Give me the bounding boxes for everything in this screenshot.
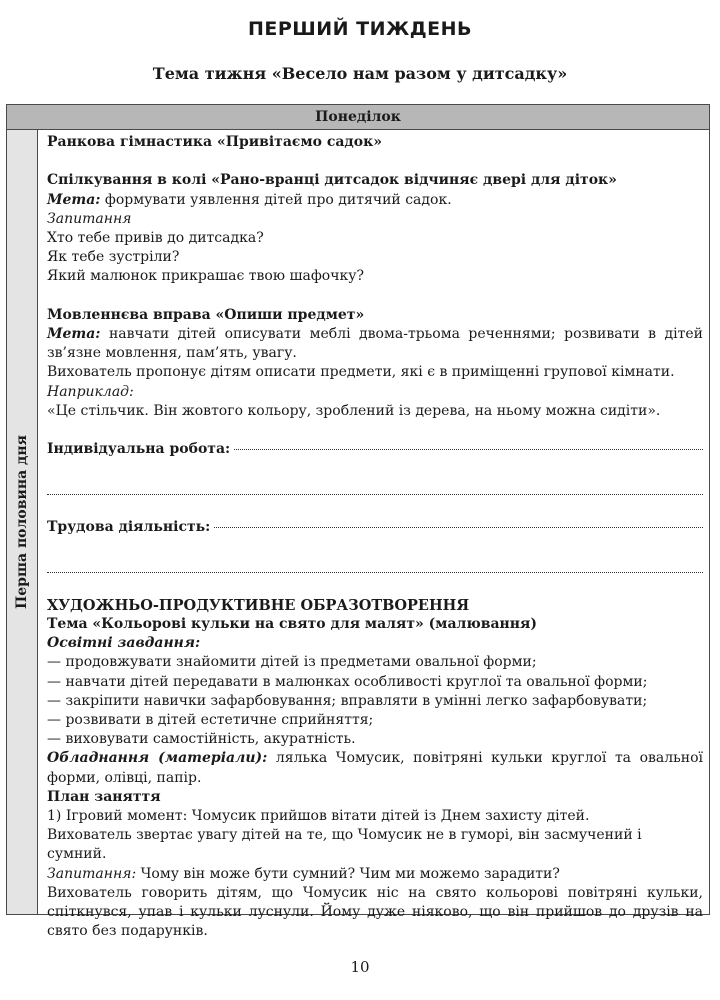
individual-work-label: Індивідуальна робота: <box>47 441 231 458</box>
day-header: Понеділок <box>7 105 709 130</box>
circle-question: Який малюнок прикрашає твою шафочку? <box>47 268 364 285</box>
schedule-table <box>6 104 710 940</box>
art-closing: Вихователь говорить дітям, що Чомусик ніс на свято кольорові повітряні кульки, спіткнувся, упав і кульки луснули. Йому дуже ніяково, що він прийшов до друзів на свято без подарунків. <box>47 884 703 940</box>
art-heading: ХУДОЖНЬО-ПРОДУКТИВНЕ ОБРАЗОТВОРЕННЯ <box>47 596 470 614</box>
speech-example: «Це стільчик. Він жовтого кольору, зроблений із дерева, на ньому можна сидіти». <box>47 402 661 419</box>
circle-question: Хто тебе привів до дитсадка? <box>47 230 264 246</box>
circle-question: Як тебе зустріли? <box>47 249 180 266</box>
art-task: — продовжувати знайомити дітей із предметами овальної форми; <box>47 654 537 671</box>
art-plan-label: План заняття <box>47 788 161 805</box>
day-content <box>47 133 703 941</box>
speech-title: Мовленнєва вправа «Опиши предмет» <box>47 306 365 323</box>
art-tasks-label: Освітні завдання: <box>47 635 201 652</box>
circle-goal: Мета: формувати уявлення дітей про дитячий садок. <box>47 191 452 208</box>
labor-blank <box>47 552 703 572</box>
art-task: — розвивати в дітей естетичне сприйняття; <box>47 711 374 728</box>
gymnastics-title: Ранкова гімнастика «Привітаємо садок» <box>47 134 382 150</box>
side-label: Перша половина дня <box>14 435 30 609</box>
art-step-1-text: Вихователь звертає увагу дітей на те, що Чомусик не в гуморі, він засмучений і сумний. <box>47 827 642 863</box>
individual-work-blank <box>47 475 703 495</box>
page-number: 10 <box>350 958 370 976</box>
week-title: ПЕРШИЙ ТИЖДЕНЬ <box>247 18 473 40</box>
labor-line <box>47 518 703 537</box>
side-column <box>7 130 38 914</box>
art-topic: Тема «Кольорові кульки на свято для малят» (малювання) <box>47 615 538 632</box>
circle-questions-label: Запитання <box>47 210 132 227</box>
speech-goal: Мета: навчати дітей описувати меблі двома-трьома реченнями; розвивати в дітей зв’язне мовлення, пам’ять, увагу. <box>47 326 703 362</box>
circle-title: Спілкування в колі «Рано-вранці дитсадок відчиняє двері для діток» <box>47 172 617 189</box>
labor-label: Трудова діяльність: <box>47 518 211 535</box>
art-task: — закріпити навички зафарбовування; вправляти в умінні легко зафарбовувати; <box>47 692 648 709</box>
art-task: — навчати дітей передавати в малюнках особливості круглої та овальної форми; <box>47 673 648 690</box>
week-theme: Тема тижня «Весело нам разом у дитсадку» <box>152 64 568 83</box>
art-task: — виховувати самостійність, акуратність. <box>47 731 356 748</box>
art-questions: Запитання: Чому він може бути сумний? Чим ми можемо зарадити? <box>47 865 560 882</box>
individual-work-line <box>47 440 703 459</box>
speech-task: Вихователь пропонує дітям описати предмети, які є в приміщенні групової кімнати. <box>47 364 675 381</box>
speech-example-label: Наприклад: <box>47 383 134 400</box>
art-equipment: Обладнання (матеріали): лялька Чомусик, повітряні кульки круглої та овальної форми, олівці, папір. <box>47 750 704 786</box>
art-step-1: 1) Ігровий момент: Чомусик прийшов вітати дітей із Днем захисту дітей. <box>47 807 590 824</box>
